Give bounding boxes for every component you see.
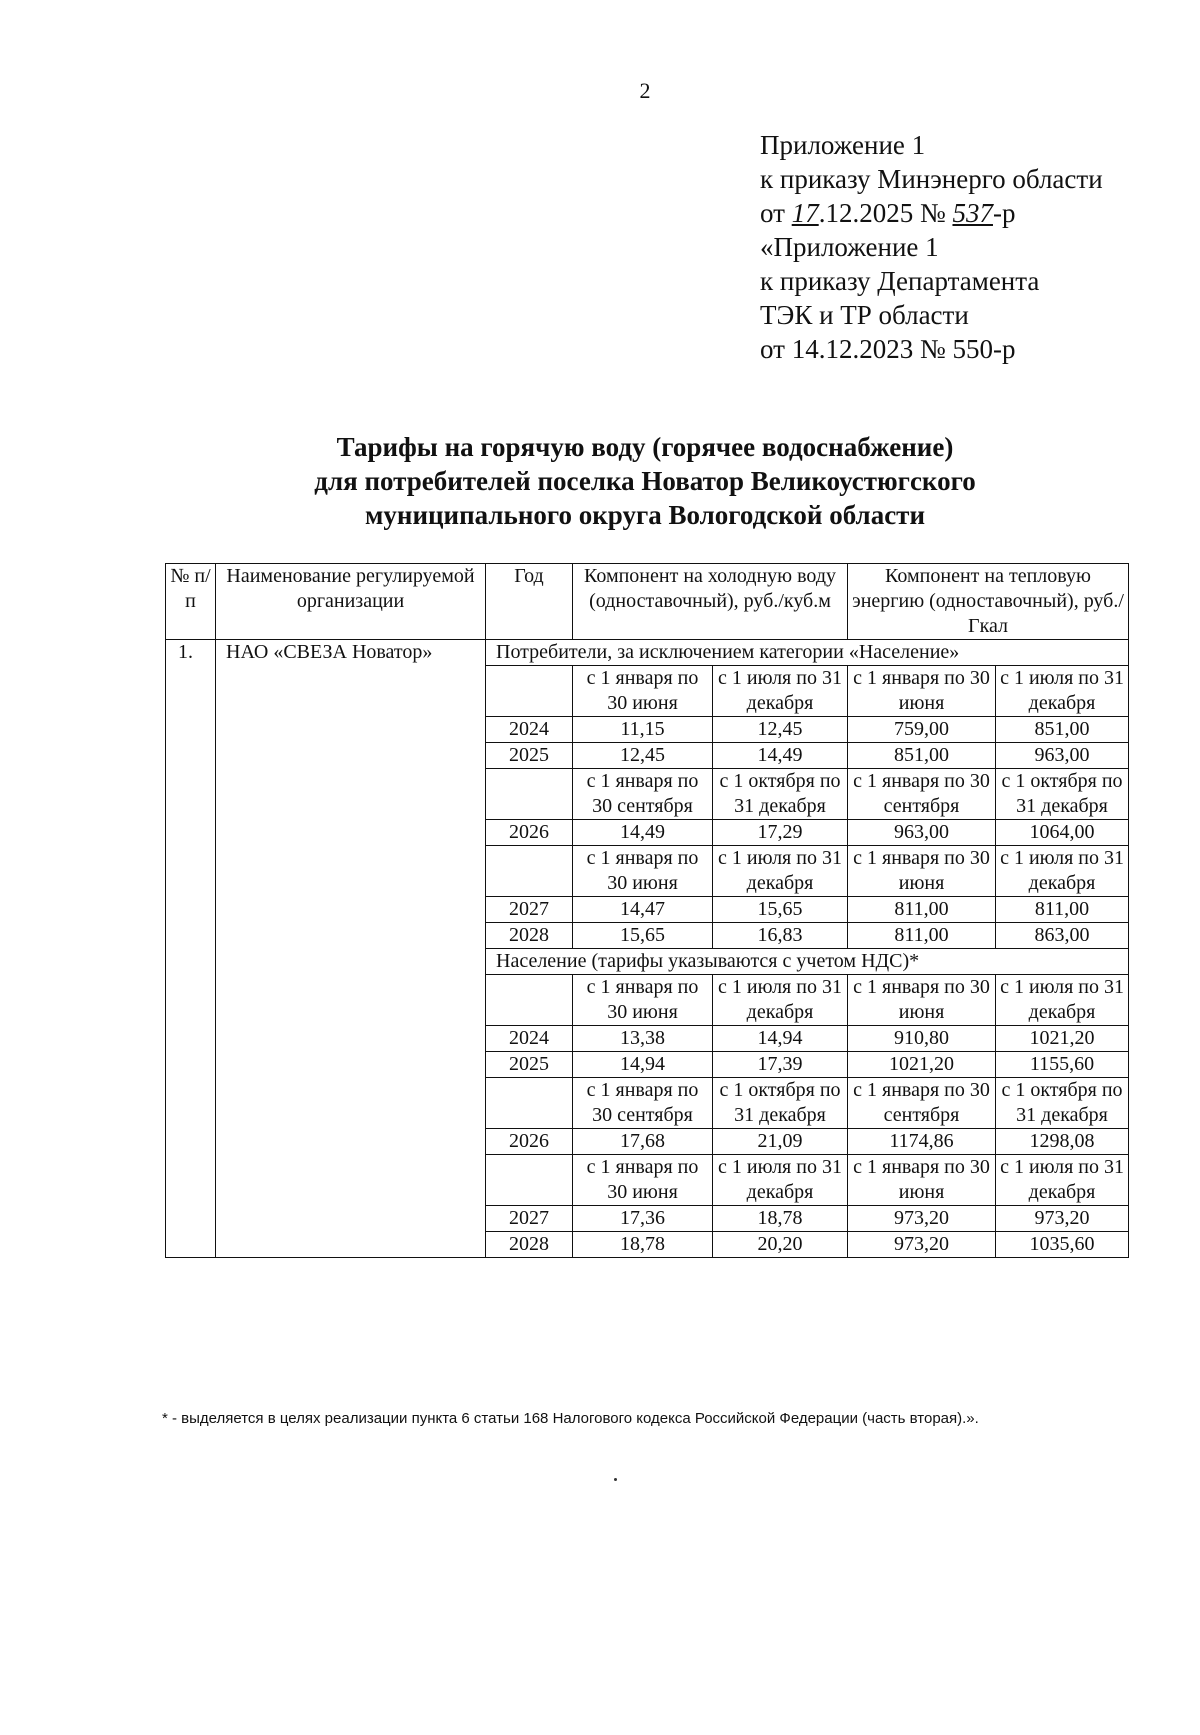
- period-cell: с 1 января по 30 июня: [573, 1155, 713, 1206]
- tariff-value: 17,36: [573, 1206, 713, 1232]
- tariff-value: 910,80: [848, 1026, 996, 1052]
- tariff-value: 14,49: [713, 743, 848, 769]
- year-cell: 2027: [486, 1206, 573, 1232]
- tariff-value: 973,20: [848, 1206, 996, 1232]
- section-title: Потребители, за исключением категории «Население»: [486, 640, 1129, 666]
- period-cell: с 1 июля по 31 декабря: [713, 846, 848, 897]
- title-line: Тарифы на горячую воду (горячее водоснабжение): [336, 432, 954, 462]
- order-suffix: -р: [992, 198, 1016, 228]
- header-num: № п/п: [166, 564, 216, 640]
- tariff-value: 17,39: [713, 1052, 848, 1078]
- tariff-value: 12,45: [713, 717, 848, 743]
- title-line: муниципального округа Вологодской области: [365, 500, 925, 530]
- tariff-value: 851,00: [996, 717, 1129, 743]
- empty-year-cell: [486, 1155, 573, 1206]
- tariff-value: 11,15: [573, 717, 713, 743]
- year-cell: 2026: [486, 820, 573, 846]
- appendix-line: к приказу Департамента: [760, 266, 1040, 296]
- period-cell: с 1 января по 30 сентября: [573, 769, 713, 820]
- tariff-value: 1298,08: [996, 1129, 1129, 1155]
- period-cell: с 1 октября по 31 декабря: [713, 1078, 848, 1129]
- appendix-line: «Приложение 1: [760, 232, 939, 262]
- empty-year-cell: [486, 666, 573, 717]
- tariff-value: 851,00: [848, 743, 996, 769]
- empty-year-cell: [486, 769, 573, 820]
- appendix-line: от 14.12.2023 № 550-р: [760, 334, 1016, 364]
- tariff-value: 14,49: [573, 820, 713, 846]
- section-row: [166, 640, 1129, 666]
- period-cell: с 1 января по 30 сентября: [848, 1078, 996, 1129]
- tariff-value: 20,20: [713, 1232, 848, 1258]
- period-cell: с 1 июля по 31 декабря: [713, 666, 848, 717]
- header-heat: Компонент на тепловую энергию (одноставочный), руб./Гкал: [848, 564, 1129, 640]
- tariff-value: 12,45: [573, 743, 713, 769]
- tariff-value: 16,83: [713, 923, 848, 949]
- year-cell: 2024: [486, 1026, 573, 1052]
- empty-year-cell: [486, 975, 573, 1026]
- appendix-header: [760, 128, 1190, 366]
- table-header-row: [166, 564, 1129, 640]
- tariff-value: 1035,60: [996, 1232, 1129, 1258]
- period-cell: с 1 июля по 31 декабря: [996, 1155, 1129, 1206]
- tariff-value: 14,47: [573, 897, 713, 923]
- empty-year-cell: [486, 846, 573, 897]
- tariff-value: 17,29: [713, 820, 848, 846]
- title-line: для потребителей поселка Новатор Великоустюгского: [314, 466, 976, 496]
- year-cell: 2025: [486, 743, 573, 769]
- tariff-value: 17,68: [573, 1129, 713, 1155]
- period-cell: с 1 января по 30 июня: [573, 666, 713, 717]
- tariff-value: 973,20: [996, 1206, 1129, 1232]
- order-number-handwritten: 537: [952, 198, 993, 228]
- period-cell: с 1 октября по 31 декабря: [713, 769, 848, 820]
- order-date: .12.2025 №: [818, 198, 953, 228]
- tariff-value: 863,00: [996, 923, 1129, 949]
- page-number: 2: [639, 78, 651, 103]
- tariff-value: 811,00: [848, 897, 996, 923]
- tariff-value: 1155,60: [996, 1052, 1129, 1078]
- tariff-value: 1021,20: [848, 1052, 996, 1078]
- year-cell: 2028: [486, 923, 573, 949]
- period-cell: с 1 января по 30 июня: [848, 975, 996, 1026]
- header-year: Год: [486, 564, 573, 640]
- tariff-value: 1064,00: [996, 820, 1129, 846]
- empty-year-cell: [486, 1078, 573, 1129]
- tariff-value: 811,00: [996, 897, 1129, 923]
- appendix-order-line: [760, 196, 1190, 230]
- period-cell: с 1 июля по 31 декабря: [996, 975, 1129, 1026]
- tariff-value: 13,38: [573, 1026, 713, 1052]
- year-cell: 2025: [486, 1052, 573, 1078]
- year-cell: 2026: [486, 1129, 573, 1155]
- order-prefix: от: [760, 198, 792, 228]
- tariff-value: 15,65: [573, 923, 713, 949]
- tariff-table: [165, 563, 1129, 1258]
- tariff-value: 759,00: [848, 717, 996, 743]
- header-org: Наименование регулируемой организации: [216, 564, 486, 640]
- tariff-value: 963,00: [848, 820, 996, 846]
- period-cell: с 1 июля по 31 декабря: [996, 846, 1129, 897]
- scan-speck: [614, 1478, 617, 1481]
- appendix-line: Приложение 1: [760, 130, 926, 160]
- footnote: * - выделяется в целях реализации пункта 6 статьи 168 Налогового кодекса Российской Федерации (часть вторая).».: [162, 1410, 979, 1427]
- period-cell: с 1 октября по 31 декабря: [996, 1078, 1129, 1129]
- tariff-value: 1174,86: [848, 1129, 996, 1155]
- period-cell: с 1 января по 30 июня: [573, 975, 713, 1026]
- document-title: [160, 430, 1130, 532]
- period-cell: с 1 января по 30 июня: [848, 666, 996, 717]
- appendix-line: к приказу Минэнерго области: [760, 164, 1103, 194]
- tariff-value: 14,94: [713, 1026, 848, 1052]
- period-cell: с 1 июля по 31 декабря: [713, 975, 848, 1026]
- year-cell: 2028: [486, 1232, 573, 1258]
- tariff-value: 963,00: [996, 743, 1129, 769]
- period-cell: с 1 июля по 31 декабря: [713, 1155, 848, 1206]
- row-number: 1.: [166, 640, 216, 1258]
- tariff-value: 811,00: [848, 923, 996, 949]
- period-cell: с 1 января по 30 сентября: [848, 769, 996, 820]
- tariff-value: 973,20: [848, 1232, 996, 1258]
- tariff-value: 14,94: [573, 1052, 713, 1078]
- period-cell: с 1 июля по 31 декабря: [996, 666, 1129, 717]
- section-title: Население (тарифы указываются с учетом НДС)*: [486, 949, 1129, 975]
- tariff-value: 18,78: [573, 1232, 713, 1258]
- period-cell: с 1 января по 30 сентября: [573, 1078, 713, 1129]
- year-cell: 2024: [486, 717, 573, 743]
- period-cell: с 1 октября по 31 декабря: [996, 769, 1129, 820]
- period-cell: с 1 января по 30 июня: [573, 846, 713, 897]
- period-cell: с 1 января по 30 июня: [848, 1155, 996, 1206]
- organization-name: НАО «СВЕЗА Новатор»: [216, 640, 486, 1258]
- header-cold-water: Компонент на холодную воду (одноставочный), руб./куб.м: [573, 564, 848, 640]
- tariff-value: 15,65: [713, 897, 848, 923]
- year-cell: 2027: [486, 897, 573, 923]
- appendix-line: ТЭК и ТР области: [760, 300, 969, 330]
- tariff-value: 18,78: [713, 1206, 848, 1232]
- period-cell: с 1 января по 30 июня: [848, 846, 996, 897]
- order-day-handwritten: 17: [791, 198, 819, 228]
- tariff-value: 1021,20: [996, 1026, 1129, 1052]
- tariff-value: 21,09: [713, 1129, 848, 1155]
